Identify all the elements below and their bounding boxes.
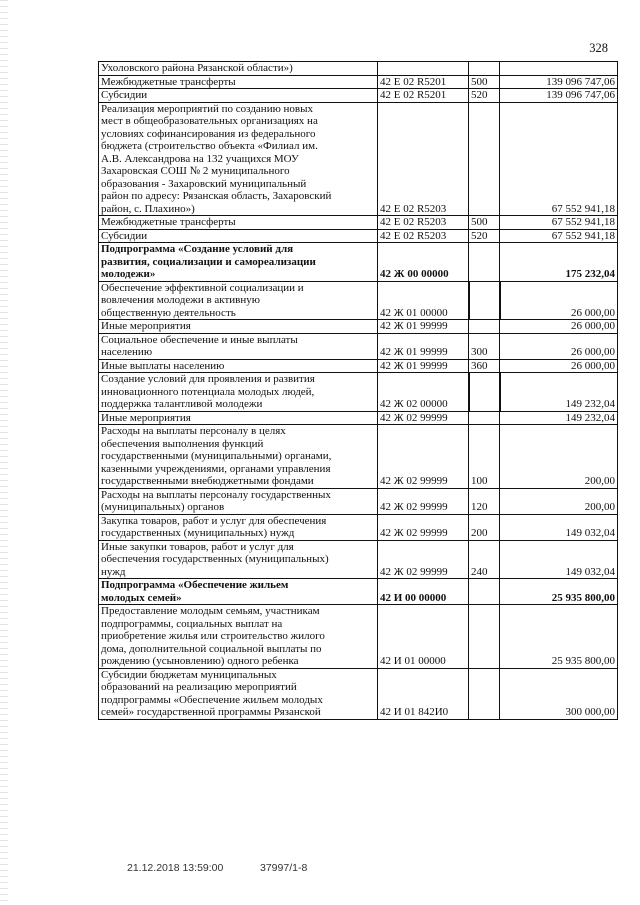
row-name-cell: Субсидии (99, 229, 378, 243)
row-amount-cell: 149 032,04 (500, 514, 618, 540)
row-expense-type-cell: 120 (469, 488, 500, 514)
row-amount-cell: 25 935 800,00 (500, 605, 618, 669)
row-amount-cell: 149 232,04 (500, 411, 618, 425)
table-body (99, 62, 618, 720)
row-name-cell: Субсидии бюджетам муниципальных образований на реализацию мероприятий подпрограммы «Обеспечение жильем молодых семей» государственной программы Рязанской (99, 668, 378, 719)
row-expense-type-cell (469, 102, 500, 216)
row-name-cell: Иные закупки товаров, работ и услуг для обеспечения государственных (муниципальных) нужд (99, 540, 378, 579)
row-amount-cell: 67 552 941,18 (500, 229, 618, 243)
row-code-cell (378, 62, 469, 76)
table-row (99, 540, 618, 579)
row-code-cell: 42 Ж 02 99999 (378, 425, 469, 489)
table-row (99, 373, 618, 412)
row-expense-type-cell (469, 281, 500, 320)
row-name-cell: Создание условий для проявления и развития инновационного потенциала молодых людей, поддержка талантливой молодежи (99, 373, 378, 412)
row-code-cell: 42 Ж 02 00000 (378, 373, 469, 412)
row-name-cell: Межбюджетные трансферты (99, 75, 378, 89)
page-number: 328 (589, 41, 608, 55)
row-code-cell: 42 Ж 01 99999 (378, 333, 469, 359)
row-code-cell: 42 И 01 842И0 (378, 668, 469, 719)
row-amount-cell: 175 232,04 (500, 243, 618, 282)
row-expense-type-cell: 100 (469, 425, 500, 489)
row-expense-type-cell: 200 (469, 514, 500, 540)
row-amount-cell: 26 000,00 (500, 359, 618, 373)
row-name-cell: Иные выплаты населению (99, 359, 378, 373)
row-amount-cell: 149 032,04 (500, 540, 618, 579)
row-name-cell: Подпрограмма «Создание условий для развития, социализации и самореализации молодежи» (99, 243, 378, 282)
table-row (99, 333, 618, 359)
footer-timestamp: 21.12.2018 13:59:00 (127, 862, 224, 874)
row-code-cell: 42 Ж 02 99999 (378, 488, 469, 514)
row-amount-cell: 300 000,00 (500, 668, 618, 719)
table-row (99, 102, 618, 216)
table-row (99, 229, 618, 243)
row-code-cell: 42 И 00 00000 (378, 579, 469, 605)
row-expense-type-cell (469, 668, 500, 719)
row-expense-type-cell (469, 62, 500, 76)
row-name-cell: Подпрограмма «Обеспечение жильем молодых семей» (99, 579, 378, 605)
row-name-cell: Межбюджетные трансферты (99, 216, 378, 230)
row-code-cell: 42 Е 02 R5201 (378, 75, 469, 89)
row-code-cell: 42 Ж 02 99999 (378, 411, 469, 425)
table-row (99, 488, 618, 514)
row-name-cell: Субсидии (99, 89, 378, 103)
row-name-cell: Обеспечение эффективной социализации и вовлечения молодежи в активную общественную деятельность (99, 281, 378, 320)
row-expense-type-cell: 520 (469, 229, 500, 243)
row-expense-type-cell: 240 (469, 540, 500, 579)
row-expense-type-cell (469, 411, 500, 425)
table-row (99, 411, 618, 425)
row-code-cell: 42 Е 02 R5203 (378, 102, 469, 216)
row-code-cell: 42 Ж 02 99999 (378, 540, 469, 579)
row-expense-type-cell: 500 (469, 75, 500, 89)
table-row (99, 89, 618, 103)
budget-table (98, 61, 618, 720)
table-row (99, 668, 618, 719)
row-name-cell: Реализация мероприятий по созданию новых мест в общеобразовательных организациях на условиях софинансирования из федерального бюджета (строительство объекта «Филиал им. А.В. Александрова на 132 учащихся МОУ Захаровская СОШ № 2 муниципального образования - Захаровский муниципальный район по адресу: Рязанская область, Захаровский район, с. Плахино») (99, 102, 378, 216)
row-expense-type-cell (469, 579, 500, 605)
footer-doc-id: 37997/1-8 (260, 862, 308, 874)
table-row (99, 216, 618, 230)
table-row (99, 514, 618, 540)
row-expense-type-cell (469, 243, 500, 282)
row-expense-type-cell: 360 (469, 359, 500, 373)
table-row (99, 425, 618, 489)
row-expense-type-cell (469, 605, 500, 669)
row-code-cell: 42 Ж 02 99999 (378, 514, 469, 540)
row-code-cell: 42 Ж 01 99999 (378, 320, 469, 334)
table-row (99, 320, 618, 334)
row-name-cell: Социальное обеспечение и иные выплаты населению (99, 333, 378, 359)
row-code-cell: 42 И 01 00000 (378, 605, 469, 669)
row-expense-type-cell: 520 (469, 89, 500, 103)
table-row (99, 243, 618, 282)
table-row (99, 605, 618, 669)
row-name-cell: Иные мероприятия (99, 411, 378, 425)
row-amount-cell: 139 096 747,06 (500, 75, 618, 89)
row-code-cell: 42 Е 02 R5203 (378, 216, 469, 230)
row-amount-cell: 25 935 800,00 (500, 579, 618, 605)
table-row (99, 62, 618, 76)
table-row (99, 281, 618, 320)
row-code-cell: 42 Е 02 R5203 (378, 229, 469, 243)
row-code-cell: 42 Ж 01 99999 (378, 359, 469, 373)
table-row (99, 75, 618, 89)
row-name-cell: Расходы на выплаты персоналу государственных (муниципальных) органов (99, 488, 378, 514)
scan-margin-marks (0, 0, 8, 905)
row-code-cell: 42 Ж 00 00000 (378, 243, 469, 282)
row-amount-cell: 26 000,00 (500, 333, 618, 359)
row-amount-cell: 200,00 (500, 488, 618, 514)
table-row (99, 359, 618, 373)
row-expense-type-cell (469, 373, 500, 412)
row-name-cell: Иные мероприятия (99, 320, 378, 334)
row-code-cell: 42 Е 02 R5201 (378, 89, 469, 103)
row-amount-cell: 26 000,00 (500, 320, 618, 334)
row-amount-cell: 67 552 941,18 (500, 102, 618, 216)
row-expense-type-cell: 500 (469, 216, 500, 230)
row-amount-cell (500, 62, 618, 76)
row-amount-cell: 149 232,04 (500, 373, 618, 412)
row-amount-cell: 200,00 (500, 425, 618, 489)
row-amount-cell: 139 096 747,06 (500, 89, 618, 103)
row-amount-cell: 26 000,00 (500, 281, 618, 320)
row-name-cell: Ухоловского района Рязанской области») (99, 62, 378, 76)
row-name-cell: Расходы на выплаты персоналу в целях обеспечения выполнения функций государственными (муниципальными) органами, казенными учреждениями, органами управления государственными внебюджетными фондами (99, 425, 378, 489)
row-expense-type-cell: 300 (469, 333, 500, 359)
row-name-cell: Закупка товаров, работ и услуг для обеспечения государственных (муниципальных) нужд (99, 514, 378, 540)
row-expense-type-cell (469, 320, 500, 334)
row-name-cell: Предоставление молодым семьям, участникам подпрограммы, социальных выплат на приобретение жилья или строительство жилого дома, дополнительной социальной выплаты по рождению (усыновлению) одного ребенка (99, 605, 378, 669)
table-row (99, 579, 618, 605)
row-amount-cell: 67 552 941,18 (500, 216, 618, 230)
row-code-cell: 42 Ж 01 00000 (378, 281, 469, 320)
